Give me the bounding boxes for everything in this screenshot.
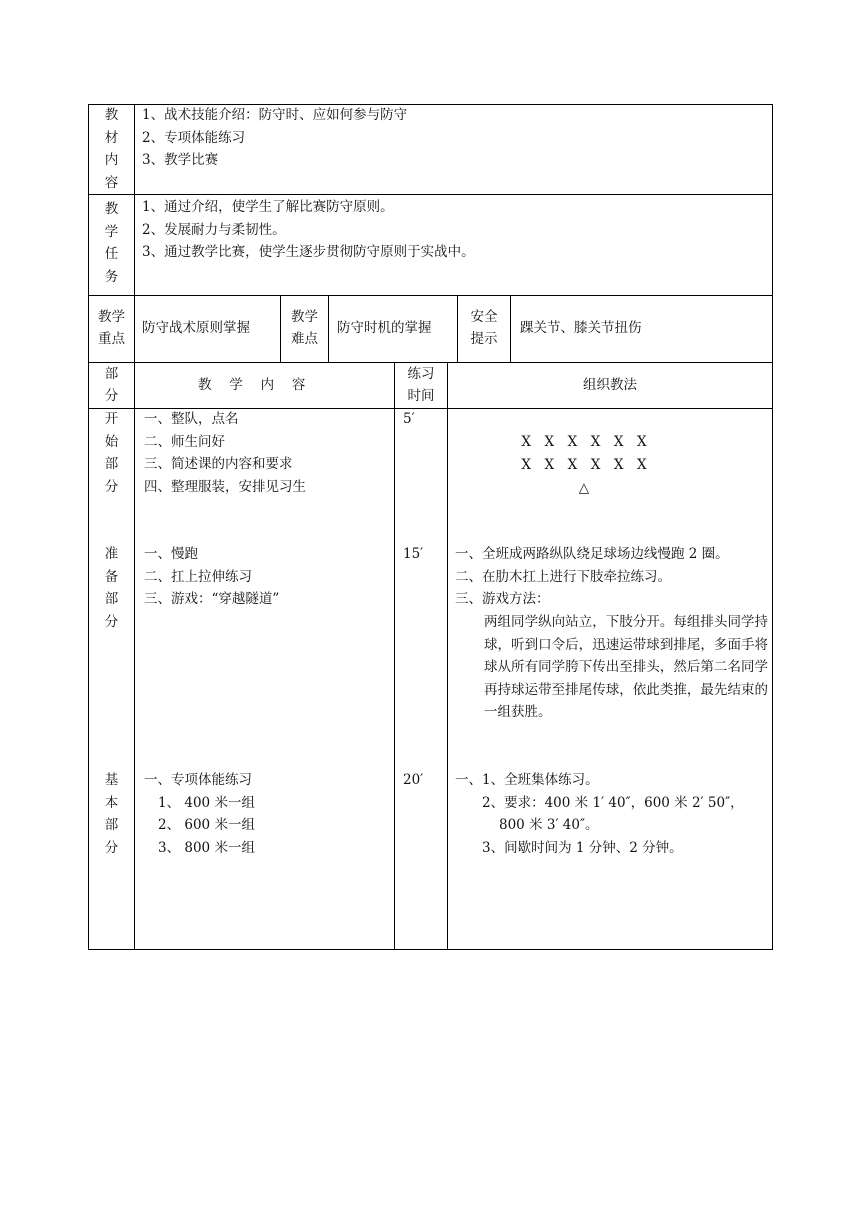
col-divider bbox=[510, 295, 511, 362]
col-divider bbox=[328, 295, 329, 362]
basic-section-method: 一、1、全班集体练习。 2、要求：400 米 1′ 40″，600 米 2′ 50″， 800 米 3′ 40″。 3、间歇时间为 1 分钟、2 分钟。 bbox=[455, 772, 744, 856]
col-divider bbox=[134, 104, 135, 295]
difficulty-label: 教学 难点 bbox=[291, 309, 318, 347]
prep-section-method: 一、全班成两路纵队绕足球场边线慢跑 2 圈。 二、在肋木扛上进行下肢牵拉练习。 三、游戏方法： bbox=[455, 546, 729, 607]
teacher-marker: △ bbox=[578, 480, 590, 496]
col-divider bbox=[134, 295, 135, 362]
header-content: 教 学 内 容 bbox=[198, 377, 306, 393]
key-point-value: 防守战术原则掌握 bbox=[142, 320, 250, 336]
col-divider bbox=[394, 362, 395, 950]
header-time: 练习 时间 bbox=[407, 366, 435, 404]
start-formation bbox=[448, 431, 720, 500]
prep-section-content: 一、慢跑 二、扛上拉伸练习 三、游戏：“穿越隧道” bbox=[144, 546, 280, 607]
start-section-label: 开 始 部 分 bbox=[104, 411, 119, 495]
basic-section-label: 基 本 部 分 bbox=[104, 772, 119, 856]
header-method: 组织教法 bbox=[583, 377, 637, 393]
start-section-content: 一、整队，点名 二、师生问好 三、简述课的内容和要求 四、整理服装，安排见习生 bbox=[144, 411, 306, 495]
col-divider bbox=[134, 362, 135, 950]
material-label: 教 材 内 容 bbox=[104, 107, 119, 191]
difficulty-value: 防守时机的掌握 bbox=[337, 320, 432, 336]
safety-value: 踝关节、膝关节扭伤 bbox=[520, 320, 642, 336]
formation-row: X X X X X X bbox=[521, 434, 647, 450]
prep-section-label: 准 备 部 分 bbox=[104, 546, 119, 630]
basic-section-time: 20′ bbox=[403, 772, 424, 788]
row-divider bbox=[88, 295, 773, 296]
task-content: 1、通过介绍，使学生了解比赛防守原则。 2、发展耐力与柔韧性。 3、通过教学比赛，使学生逐步贯彻防守原则于实战中。 bbox=[142, 199, 475, 260]
key-point-label: 教学 重点 bbox=[98, 309, 125, 347]
formation-row: X X X X X X bbox=[521, 457, 647, 473]
prep-section-time: 15′ bbox=[403, 546, 424, 562]
table-right-border bbox=[772, 104, 773, 950]
row-divider bbox=[88, 194, 773, 195]
material-content: 1、战术技能介绍：防守时、应如何参与防守 2、专项体能练习 3、教学比赛 bbox=[142, 107, 408, 168]
table-bottom-border bbox=[88, 949, 773, 950]
safety-label: 安全 提示 bbox=[470, 309, 498, 347]
basic-section-content: 一、专项体能练习 1、 400 米一组 2、 600 米一组 3、 800 米一组 bbox=[144, 772, 255, 856]
start-section-time: 5′ bbox=[403, 411, 415, 427]
task-label: 教 学 任 务 bbox=[104, 201, 119, 285]
game-description: 两组同学纵向站立，下肢分开。每组排头同学持球，听到口令后，迅速运带球到排尾，多面手将球从所有同学胯下传出至排头，然后第二名同学再持球运带至排尾传球，依此类推，最先结束的一组获胜。 bbox=[484, 614, 768, 720]
header-part: 部 分 bbox=[104, 366, 119, 404]
